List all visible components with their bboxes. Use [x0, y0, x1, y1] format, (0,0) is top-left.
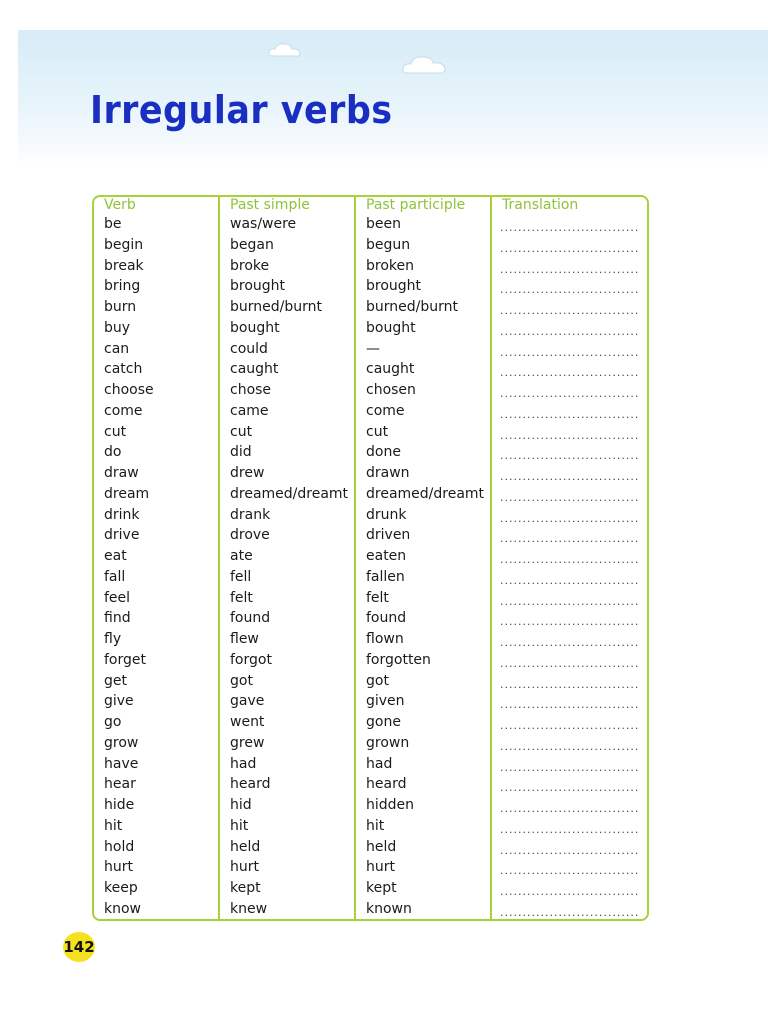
- past-simple-cell: caught: [230, 361, 279, 378]
- translation-blank[interactable]: ...............................: [500, 428, 640, 442]
- past-simple-cell: drew: [230, 465, 265, 481]
- past-simple-cell: kept: [230, 880, 261, 896]
- translation-blank[interactable]: ...............................: [500, 656, 640, 670]
- translation-blank[interactable]: ...............................: [500, 822, 640, 836]
- translation-blank[interactable]: ...............................: [500, 677, 640, 691]
- past-participle-cell: grown: [366, 734, 410, 751]
- past-simple-cell: heard: [230, 776, 271, 793]
- past-participle-cell: —: [366, 340, 380, 357]
- translation-blank[interactable]: ...............................: [500, 615, 640, 629]
- header-translation: Translation: [502, 197, 579, 213]
- verb-cell: hit: [104, 817, 123, 834]
- translation-blank[interactable]: ...............................: [500, 366, 640, 380]
- verb-cell: buy: [104, 319, 131, 336]
- translation-blank[interactable]: ...............................: [500, 698, 640, 712]
- translation-blank[interactable]: ...............................: [500, 283, 640, 297]
- verb-cell: begin: [104, 236, 144, 253]
- past-participle-cell: been: [366, 216, 401, 232]
- past-simple-cell: got: [230, 672, 253, 689]
- past-participle-cell: broken: [366, 257, 414, 274]
- past-simple-cell: fell: [230, 568, 252, 585]
- past-simple-cell: went: [230, 714, 265, 730]
- past-simple-cell: hit: [230, 817, 249, 834]
- past-participle-cell: got: [366, 672, 389, 689]
- translation-blank[interactable]: ...............................: [500, 885, 640, 898]
- verb-cell: keep: [104, 880, 138, 896]
- verb-cell: hurt: [104, 859, 133, 876]
- translation-blank[interactable]: ...............................: [500, 241, 640, 255]
- translation-blank[interactable]: ...............................: [500, 262, 640, 276]
- past-participle-cell: eaten: [366, 548, 407, 564]
- column-divider: [490, 197, 492, 919]
- past-simple-cell: gave: [230, 693, 265, 710]
- verb-cell: drive: [104, 527, 140, 544]
- past-participle-cell: bought: [366, 319, 416, 336]
- past-participle-cell: caught: [366, 361, 415, 378]
- translation-blank[interactable]: ...............................: [500, 221, 640, 234]
- past-participle-cell: cut: [366, 423, 389, 440]
- past-simple-cell: drove: [230, 527, 270, 544]
- past-simple-cell: drank: [230, 506, 271, 523]
- past-simple-cell: did: [230, 444, 252, 461]
- translation-blank[interactable]: ...............................: [500, 407, 640, 421]
- cloud-icon: [400, 52, 450, 78]
- past-simple-cell: knew: [230, 900, 268, 917]
- past-participle-cell: driven: [366, 527, 411, 544]
- past-simple-cell: began: [230, 236, 274, 253]
- past-simple-cell: hurt: [230, 859, 259, 876]
- translation-blank[interactable]: ...............................: [500, 470, 640, 483]
- verb-cell: come: [104, 402, 143, 419]
- verb-cell: grow: [104, 734, 139, 751]
- translation-blank[interactable]: ...............................: [500, 739, 640, 753]
- past-simple-cell: brought: [230, 278, 286, 295]
- past-participle-cell: begun: [366, 236, 411, 253]
- translation-blank[interactable]: ...............................: [500, 843, 640, 857]
- verb-cell: forget: [104, 651, 146, 668]
- header-verb: Verb: [104, 197, 136, 213]
- past-simple-cell: burned/burnt: [230, 299, 322, 315]
- past-participle-cell: felt: [366, 589, 389, 606]
- past-participle-cell: burned/burnt: [366, 299, 458, 315]
- verb-cell: drink: [104, 506, 140, 523]
- verb-cell: find: [104, 610, 131, 627]
- column-divider: [354, 197, 356, 919]
- past-participle-cell: forgotten: [366, 651, 431, 668]
- translation-blank[interactable]: ...............................: [500, 760, 640, 774]
- past-participle-cell: had: [366, 755, 393, 772]
- cloud-icon: [266, 40, 304, 60]
- verb-cell: give: [104, 693, 134, 710]
- past-participle-cell: done: [366, 444, 401, 461]
- translation-blank[interactable]: ...............................: [500, 553, 640, 566]
- past-participle-cell: chosen: [366, 382, 416, 398]
- past-simple-cell: ate: [230, 548, 253, 564]
- verb-cell: choose: [104, 382, 154, 398]
- translation-blank[interactable]: ...............................: [500, 345, 640, 359]
- verb-cell: get: [104, 672, 127, 689]
- past-simple-cell: chose: [230, 382, 272, 398]
- translation-blank[interactable]: ...............................: [500, 573, 640, 587]
- verb-cell: burn: [104, 299, 137, 315]
- past-participle-cell: fallen: [366, 568, 405, 585]
- header-past-participle: Past participle: [366, 197, 466, 213]
- past-participle-cell: heard: [366, 776, 407, 793]
- verb-cell: break: [104, 257, 144, 274]
- past-participle-cell: known: [366, 900, 412, 917]
- past-participle-cell: dreamed/dreamt: [366, 485, 485, 502]
- past-participle-cell: brought: [366, 278, 422, 295]
- page-title: Irregular verbs: [90, 88, 393, 132]
- past-participle-cell: flown: [366, 631, 404, 647]
- translation-blank[interactable]: ...............................: [500, 802, 640, 815]
- past-simple-cell: felt: [230, 589, 253, 606]
- irregular-verbs-table: [92, 195, 649, 921]
- past-simple-cell: broke: [230, 257, 270, 274]
- translation-blank[interactable]: ...............................: [500, 490, 640, 504]
- verb-cell: know: [104, 900, 141, 917]
- translation-blank[interactable]: ...............................: [500, 532, 640, 546]
- header-past-simple: Past simple: [230, 197, 310, 213]
- past-simple-cell: forgot: [230, 651, 272, 668]
- verb-cell: bring: [104, 278, 141, 295]
- past-simple-cell: grew: [230, 734, 265, 751]
- verb-cell: eat: [104, 548, 127, 564]
- verb-cell: hear: [104, 776, 136, 793]
- verb-cell: feel: [104, 589, 131, 606]
- past-simple-cell: hid: [230, 797, 252, 813]
- translation-blank[interactable]: ...............................: [500, 449, 640, 463]
- column-divider: [218, 197, 220, 919]
- translation-blank[interactable]: ...............................: [500, 324, 640, 338]
- verb-cell: dream: [104, 485, 150, 502]
- page-number-badge: 142: [63, 932, 95, 962]
- translation-blank[interactable]: ...............................: [500, 511, 640, 525]
- past-participle-cell: drunk: [366, 506, 407, 523]
- verb-cell: hold: [104, 838, 135, 855]
- verb-cell: can: [104, 340, 130, 357]
- verb-cell: hide: [104, 797, 135, 813]
- translation-blank[interactable]: ...............................: [500, 636, 640, 649]
- past-simple-cell: was/were: [230, 216, 297, 232]
- verb-cell: go: [104, 714, 122, 730]
- past-simple-cell: could: [230, 340, 268, 357]
- verb-cell: do: [104, 444, 122, 461]
- past-participle-cell: found: [366, 610, 407, 627]
- past-participle-cell: hurt: [366, 859, 395, 876]
- past-simple-cell: came: [230, 402, 269, 419]
- verb-cell: be: [104, 216, 122, 232]
- past-participle-cell: held: [366, 838, 397, 855]
- past-simple-cell: dreamed/dreamt: [230, 485, 349, 502]
- past-participle-cell: kept: [366, 880, 397, 896]
- past-simple-cell: found: [230, 610, 271, 627]
- verb-cell: catch: [104, 361, 143, 378]
- translation-blank[interactable]: ...............................: [500, 304, 640, 317]
- verb-cell: have: [104, 755, 139, 772]
- past-simple-cell: bought: [230, 319, 280, 336]
- past-participle-cell: gone: [366, 714, 401, 730]
- translation-blank[interactable]: ...............................: [500, 905, 640, 919]
- verb-cell: cut: [104, 423, 127, 440]
- past-participle-cell: hit: [366, 817, 385, 834]
- translation-blank[interactable]: ...............................: [500, 387, 640, 400]
- past-simple-cell: flew: [230, 631, 259, 647]
- past-simple-cell: had: [230, 755, 257, 772]
- verb-cell: fall: [104, 568, 126, 585]
- past-participle-cell: drawn: [366, 465, 410, 481]
- verb-cell: fly: [104, 631, 122, 647]
- translation-blank[interactable]: ...............................: [500, 594, 640, 608]
- verb-cell: draw: [104, 465, 139, 481]
- past-participle-cell: hidden: [366, 797, 415, 813]
- translation-blank[interactable]: ...............................: [500, 719, 640, 732]
- translation-blank[interactable]: ...............................: [500, 864, 640, 878]
- past-participle-cell: given: [366, 693, 405, 710]
- past-participle-cell: come: [366, 402, 405, 419]
- past-simple-cell: held: [230, 838, 261, 855]
- past-simple-cell: cut: [230, 423, 253, 440]
- translation-blank[interactable]: ...............................: [500, 781, 640, 795]
